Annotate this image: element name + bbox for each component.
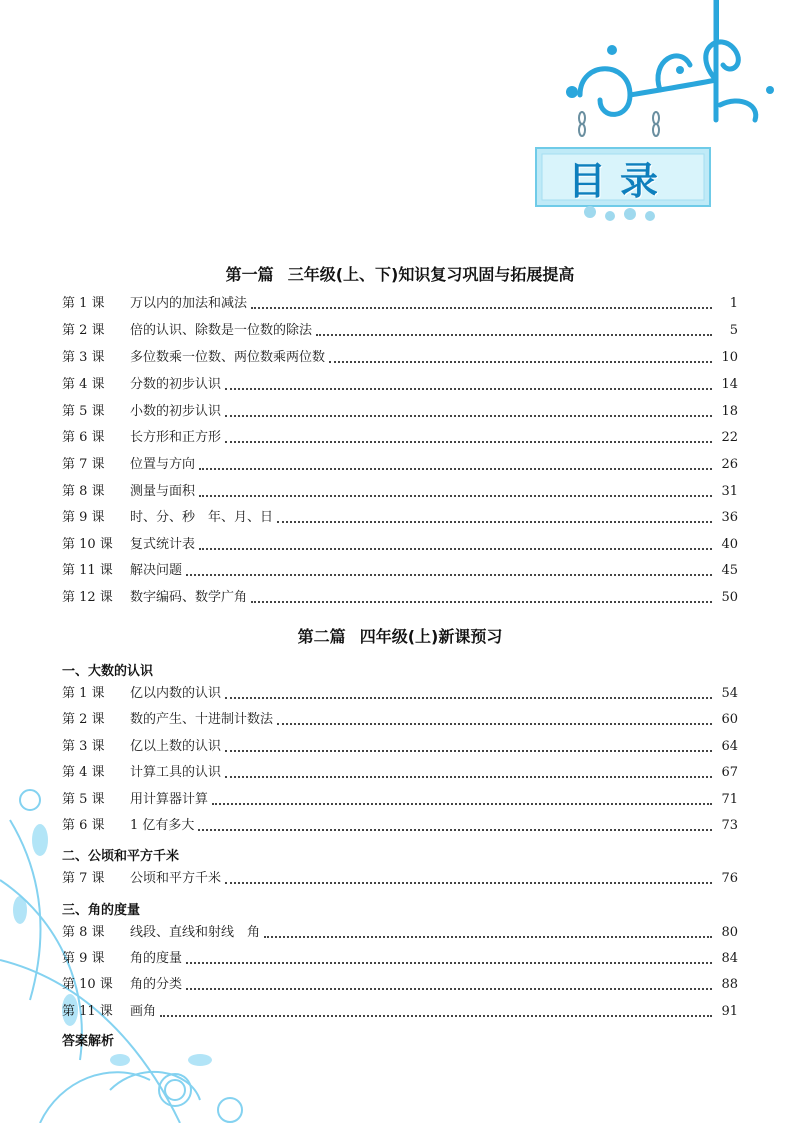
dot-leader	[277, 722, 712, 725]
toc-row[interactable]	[62, 737, 738, 757]
page-number: 22	[721, 430, 738, 445]
part1-number: 第一篇	[225, 265, 274, 284]
page-number: 80	[721, 925, 738, 940]
lesson-title: 角的分类	[130, 977, 183, 992]
lesson-number: 第 3 课	[62, 350, 105, 365]
lesson-number: 第 7 课	[62, 457, 105, 472]
page-number: 84	[721, 951, 738, 966]
lesson-title: 角的度量	[130, 951, 183, 966]
toc-row[interactable]	[62, 561, 738, 581]
toc-row[interactable]	[62, 684, 738, 704]
lesson-title: 时、分、秒 年、月、日	[130, 510, 274, 525]
page-number: 18	[721, 404, 738, 419]
lesson-number: 第 9 课	[62, 951, 105, 966]
dot-leader	[225, 440, 712, 443]
dot-leader	[225, 881, 712, 884]
dot-leader	[316, 333, 712, 336]
dot-leader	[329, 360, 712, 363]
toc-row[interactable]	[62, 588, 738, 608]
dot-leader	[199, 467, 712, 470]
lesson-title: 万以内的加法和减法	[130, 296, 248, 311]
toc-row[interactable]	[62, 790, 738, 810]
dot-leader	[225, 696, 712, 699]
lesson-number: 第 4 课	[62, 765, 105, 780]
lesson-title: 1 亿有多大	[130, 818, 195, 833]
lesson-title: 数字编码、数学广角	[130, 590, 248, 605]
part1-heading	[0, 262, 800, 285]
group-heading: 二、公顷和平方千米	[62, 849, 180, 864]
group-heading: 一、大数的认识	[62, 664, 154, 679]
toc-row[interactable]	[62, 402, 738, 422]
page-number: 60	[721, 712, 738, 727]
page-number: 10	[721, 350, 738, 365]
group-heading: 三、角的度量	[62, 903, 141, 918]
page-number: 40	[721, 537, 738, 552]
lesson-number: 第 7 课	[62, 871, 105, 886]
lesson-title: 解决问题	[130, 563, 183, 578]
toc-row[interactable]	[62, 294, 738, 314]
lesson-number: 第 6 课	[62, 430, 105, 445]
toc-row[interactable]	[62, 949, 738, 969]
dot-leader	[225, 387, 712, 390]
toc-sign	[536, 142, 704, 212]
page-number: 73	[721, 818, 738, 833]
lesson-number: 第 5 课	[62, 404, 105, 419]
toc-row[interactable]	[62, 375, 738, 395]
page-number: 26	[721, 457, 738, 472]
lesson-number: 第 5 课	[62, 792, 105, 807]
dot-leader	[186, 573, 712, 576]
lesson-title: 测量与面积	[130, 484, 196, 499]
dot-leader	[212, 802, 712, 805]
page-number: 50	[721, 590, 738, 605]
lesson-number: 第 8 课	[62, 925, 105, 940]
lesson-title: 线段、直线和射线 角	[130, 925, 261, 940]
part2-title: 四年级(上)新课预习	[359, 627, 503, 646]
lesson-title: 多位数乘一位数、两位数乘两位数	[130, 350, 326, 365]
toc-row[interactable]	[62, 508, 738, 528]
lesson-number: 第 3 课	[62, 739, 105, 754]
toc-row[interactable]	[62, 482, 738, 502]
lesson-title: 用计算器计算	[130, 792, 209, 807]
dot-leader	[199, 547, 712, 550]
page-number: 14	[721, 377, 738, 392]
lesson-number: 第 2 课	[62, 323, 105, 338]
dot-leader	[225, 775, 712, 778]
toc-row[interactable]	[62, 348, 738, 368]
toc-row[interactable]	[62, 1002, 738, 1022]
lesson-title: 计算工具的认识	[130, 765, 222, 780]
dot-leader	[264, 935, 712, 938]
page-number: 64	[721, 739, 738, 754]
toc-row[interactable]	[62, 923, 738, 943]
lesson-number: 第 4 课	[62, 377, 105, 392]
answers-heading[interactable]: 答案解析	[62, 1034, 115, 1049]
lesson-number: 第 6 课	[62, 818, 105, 833]
page-number: 45	[721, 563, 738, 578]
page-number: 91	[721, 1004, 738, 1019]
lesson-title: 数的产生、十进制计数法	[130, 712, 274, 727]
toc-row[interactable]	[62, 975, 738, 995]
toc-row[interactable]	[62, 455, 738, 475]
lesson-number: 第 1 课	[62, 686, 105, 701]
lesson-title: 公顷和平方千米	[130, 871, 222, 886]
toc-row[interactable]	[62, 535, 738, 555]
lesson-number: 第 11 课	[62, 1004, 113, 1019]
lesson-title: 长方形和正方形	[130, 430, 222, 445]
toc-row[interactable]	[62, 710, 738, 730]
page-number: 54	[721, 686, 738, 701]
lesson-number: 第 1 课	[62, 296, 105, 311]
lesson-title: 位置与方向	[130, 457, 196, 472]
lesson-number: 第 9 课	[62, 510, 105, 525]
lesson-number: 第 12 课	[62, 590, 113, 605]
dot-leader	[277, 520, 712, 523]
lesson-title: 分数的初步认识	[130, 377, 222, 392]
toc-row[interactable]	[62, 763, 738, 783]
dot-leader	[225, 749, 712, 752]
dot-leader	[199, 494, 712, 497]
dot-leader	[251, 306, 712, 309]
dot-leader	[186, 961, 712, 964]
lesson-title: 倍的认识、除数是一位数的除法	[130, 323, 313, 338]
toc-row[interactable]	[62, 321, 738, 341]
page-number: 88	[721, 977, 738, 992]
lesson-title: 复式统计表	[130, 537, 196, 552]
dot-leader	[225, 414, 712, 417]
page-number: 36	[721, 510, 738, 525]
page-number: 67	[721, 765, 738, 780]
page-number: 5	[729, 323, 738, 338]
toc-row[interactable]	[62, 869, 738, 889]
lesson-title: 亿以内数的认识	[130, 686, 222, 701]
part2-number: 第二篇	[297, 627, 346, 646]
lesson-title: 亿以上数的认识	[130, 739, 222, 754]
lesson-title: 小数的初步认识	[130, 404, 222, 419]
dot-leader	[251, 600, 712, 603]
part2-heading	[0, 624, 800, 647]
toc-row[interactable]	[62, 816, 738, 836]
lesson-number: 第 10 课	[62, 537, 113, 552]
page-title: 目录	[567, 159, 672, 203]
page-number: 76	[721, 871, 738, 886]
page-number: 71	[721, 792, 738, 807]
page-number: 1	[729, 296, 738, 311]
lesson-title: 画角	[130, 1004, 157, 1019]
lesson-number: 第 8 课	[62, 484, 105, 499]
page-number: 31	[721, 484, 738, 499]
dot-leader	[198, 828, 712, 831]
dot-leader	[186, 987, 712, 990]
lesson-number: 第 11 课	[62, 563, 113, 578]
lesson-number: 第 10 课	[62, 977, 113, 992]
toc-row[interactable]	[62, 428, 738, 448]
dot-leader	[160, 1014, 712, 1017]
part1-title: 三年级(上、下)知识复习巩固与拓展提高	[287, 265, 575, 284]
lesson-number: 第 2 课	[62, 712, 105, 727]
